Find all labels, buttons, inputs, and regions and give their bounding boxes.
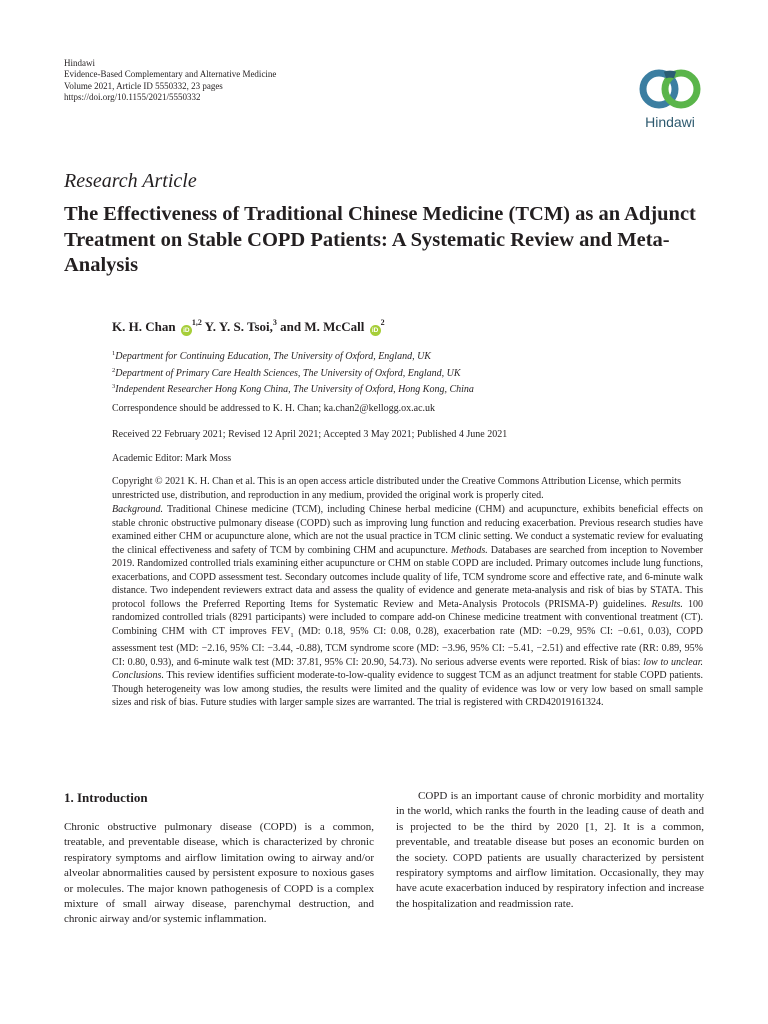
author-affiliation-sup: 1,2: [191, 318, 202, 327]
affiliation-text: Department of Primary Care Health Sciences, The University of Oxford, England, UK: [115, 367, 461, 379]
affiliation-number: 1: [112, 350, 116, 357]
abstract-label-results: Results.: [651, 598, 683, 610]
journal-name: Evidence-Based Complementary and Alternative Medicine: [64, 69, 277, 80]
hindawi-logo-icon: [630, 60, 710, 116]
abstract-subscript: 1: [290, 631, 294, 639]
author-name[interactable]: K. H. Chan: [112, 319, 176, 334]
correspondence: Correspondence should be addressed to K. H. Chan; ka.chan2@kellogg.ox.ac.uk: [112, 403, 436, 414]
abstract-results: 100 randomized controlled trials (8291 participants) were included to compare add-on Chinese medicine treatment with conventional treatment (CT). Combining CHM with CT improves FEV: [112, 598, 704, 637]
abstract-label-methods: Methods.: [450, 544, 488, 556]
abstract-label-background: Background.: [112, 504, 164, 515]
orcid-icon[interactable]: iD: [181, 325, 192, 336]
volume-info: Volume 2021, Article ID 5550332, 23 pages: [64, 80, 223, 91]
affiliation-text: Department for Continuing Education, The University of Oxford, England, UK: [115, 351, 431, 362]
author-conjunction: and: [280, 319, 302, 334]
affiliations: [112, 347, 474, 397]
abstract-methods: Databases are searched from inception to November 2019. Randomized controlled trials examining either acupuncture or CHM on stable COPD are included. Primary outcomes include lung functions, exacerbations, and COPD assessment test. Secondary outcomes include quality of life, TCM syndrome score and effective rate, and 6-minute walk distance. Two independent reviewers extract data and assess the quality of evidence and generate meta-analysis and risk of bias by STATA. This protocol follows the Preferred Reporting Items for Systematic Review and Meta-Analysis Protocols (PRISMA-P) guidelines.: [112, 544, 703, 610]
doi-link[interactable]: https://doi.org/10.1155/2021/5550332: [64, 91, 201, 102]
intro-paragraph-right: COPD is an important cause of chronic morbidity and mortality in the world, which ranks the fourth in the leading cause of death and is projected to be the third by 2020 [1, 2]. It is a common, preventable, and treatable disease but poses an economic burden on the society. COPD patients are usually characterized by persistent respiratory symptoms and airflow limitation. Occasionally, they may have acute exacerbation induced by respiratory infection and increase the hospitalization and readmission rate.: [396, 790, 704, 910]
orcid-icon[interactable]: iD: [370, 325, 381, 336]
publication-dates: Received 22 February 2021; Revised 12 April 2021; Accepted 3 May 2021; Published 4 June 2021: [112, 429, 508, 440]
author-name[interactable]: Y. Y. S. Tsoi,: [204, 319, 273, 334]
affiliation-number: 3: [112, 383, 116, 390]
affiliation-text: Independent Researcher Hong Kong China, The University of Oxford, Hong Kong, China: [115, 384, 474, 395]
article-type: Research Article: [64, 170, 197, 192]
logo-text: Hindawi: [645, 114, 695, 130]
intro-paragraph-left: Chronic obstructive pulmonary disease (COPD) is a common, treatable, and preventable disease, which is characterized by chronic respiratory symptoms and airflow limitation owing to airway and/or alveolar abnormalities caused by persistent exposure to noxious gases or molecules. The major known pathogenesis of COPD is a complex mixture of small airway disease, parenchymal destruction, and chronic airway and/or systemic inflammation.: [64, 821, 374, 926]
abstract-risk-of-bias: low to unclear.: [643, 656, 703, 668]
section-heading: 1. Introduction: [64, 790, 148, 805]
copyright-notice: Copyright © 2021 K. H. Chan et al. This is an open access article distributed under the Creative Commons Attribution License, which permits unrestricted use, distribution, and reproduction in any medium, provided the original work is properly cited.: [112, 476, 681, 501]
affiliation: [112, 347, 474, 364]
author-list: [112, 318, 385, 336]
hindawi-logo: [630, 60, 710, 136]
academic-editor: Academic Editor: Mark Moss: [112, 453, 232, 464]
journal-header: [64, 58, 276, 103]
abstract-background: Traditional Chinese medicine (TCM), including Chinese herbal medicine (CHM) and acupuncture, exhibits beneficial effects on stable chronic obstructive pulmonary disease (COPD) such as improving lung function and reducing exacerbation. Previous research studies have examined either CHM or acupuncture alone, which are not the usual practice in TCM clinic setting. We conduct a systematic review for evaluating the clinical effectiveness and safety of TCM by combining CHM and acupuncture.: [112, 504, 703, 556]
affiliation: [112, 380, 474, 397]
abstract: [112, 503, 703, 710]
abstract-conclusions: This review identifies sufficient moderate-to-low-quality evidence to suggest TCM as an adjunct treatment for stable COPD patients. Though heterogeneity was low among studies, the results were limited and the quality of evidence was low or very low based on small sample sizes and risk of bias. Future studies with larger sample sizes are warranted. The trial is registered with CRD42019161324.: [112, 670, 703, 708]
author-affiliation-sup: 2: [380, 318, 385, 327]
abstract-results-cont: (MD: 0.18, 95% CI: 0.08, 0.28), exacerbation rate (MD: −0.29, 95% CI: −0.61, 0.03), COPD assessment test (MD: −2.16, 95% CI: −3.44, -0.88), TCM syndrome score (MD: −3.96, 95% CI: −5.41, −2.51) and effective rate (RR: 0.89, 95% CI: 0.80, 0.93), and 6-minute walk test (MD: 37.81, 95% CI: 20.90, 54.73). No serious adverse events were reported. Risk of bias:: [112, 625, 703, 668]
affiliation-number: 2: [112, 366, 116, 374]
author-name[interactable]: M. McCall: [304, 319, 365, 334]
abstract-label-conclusions: Conclusions.: [112, 670, 164, 681]
author-affiliation-sup: 3: [272, 318, 277, 327]
publisher-name: Hindawi: [64, 58, 95, 68]
affiliation: [112, 364, 474, 381]
paper-title: The Effectiveness of Traditional Chinese Medicine (TCM) as an Adjunct Treatment on Stable COPD Patients: A Systematic Review and Meta-Analysis: [64, 203, 696, 276]
